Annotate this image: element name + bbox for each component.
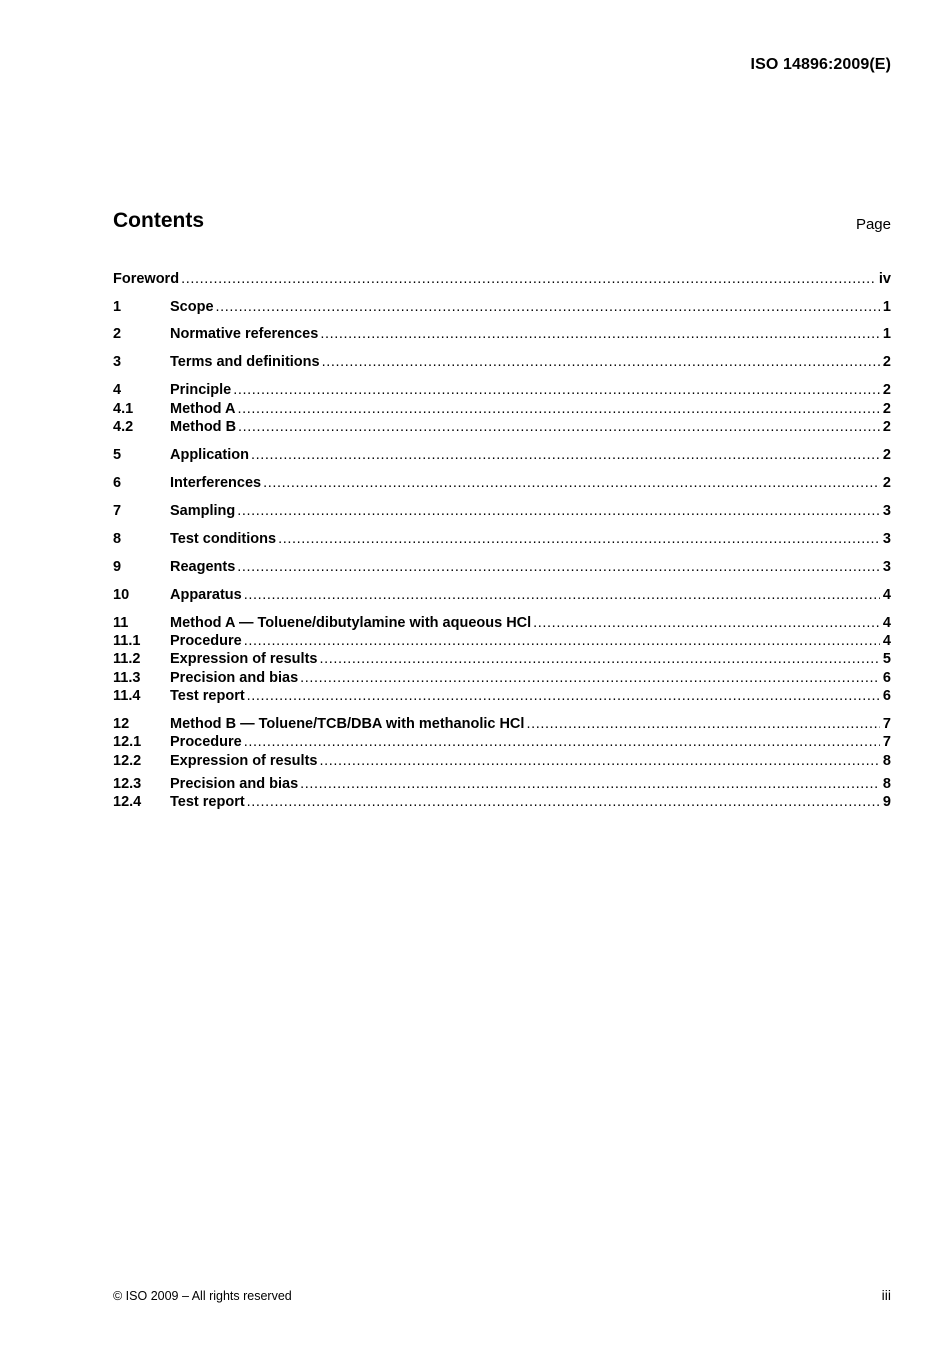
toc-entry-title: Procedure xyxy=(170,633,242,649)
toc-entry-page: 5 xyxy=(882,651,891,667)
toc-entry-4-2[interactable] xyxy=(113,418,891,436)
toc-entry-page: 4 xyxy=(882,587,891,603)
toc-leader-dots xyxy=(276,530,880,548)
toc-entry-title: Expression of results xyxy=(170,753,318,769)
toc-entry-title: Principle xyxy=(170,382,232,398)
toc-entry-1[interactable] xyxy=(113,298,891,316)
toc-entry-page: 7 xyxy=(882,716,891,732)
toc-entry-title: Precision and bias xyxy=(170,670,299,686)
toc-entry-6[interactable] xyxy=(113,474,891,492)
toc-entry-title: Interferences xyxy=(170,475,262,491)
toc-entry-12-4[interactable] xyxy=(113,793,891,811)
toc-entry-number: 12 xyxy=(113,716,130,732)
toc-entry-page: 7 xyxy=(882,734,891,750)
toc-entry-9[interactable] xyxy=(113,558,891,576)
toc-entry-11-4[interactable] xyxy=(113,687,891,705)
toc-leader-dots xyxy=(214,298,880,316)
toc-entry-number: 12.1 xyxy=(113,734,142,750)
toc-entry-title: Precision and bias xyxy=(170,776,299,792)
toc-entry-title: Application xyxy=(170,447,249,463)
toc-entry-page: 2 xyxy=(882,475,891,491)
toc-entry-number: 10 xyxy=(113,587,130,603)
toc-entry-number: 6 xyxy=(113,475,122,491)
toc-leader-dots xyxy=(261,474,880,492)
toc-leader-dots xyxy=(317,752,879,770)
toc-leader-dots xyxy=(242,733,880,751)
toc-entry-title: Terms and definitions xyxy=(170,354,320,370)
toc-entry-page: 2 xyxy=(882,354,891,370)
toc-leader-dots xyxy=(231,381,880,399)
toc-entry-title: Procedure xyxy=(170,734,242,750)
page-number: iii xyxy=(881,1287,891,1303)
toc-entry-title: Method B — Toluene/TCB/DBA with methanolic HCl xyxy=(170,716,525,732)
toc-entry-7[interactable] xyxy=(113,502,891,520)
toc-entry-10[interactable] xyxy=(113,586,891,604)
toc-entry-page: 8 xyxy=(882,753,891,769)
toc-leader-dots xyxy=(179,270,876,288)
toc-entry-page: 3 xyxy=(882,503,891,519)
toc-entry-page: 2 xyxy=(882,382,891,398)
document-id: ISO 14896:2009(E) xyxy=(750,56,891,73)
toc-entry-2[interactable] xyxy=(113,325,891,343)
toc-entry-page: 2 xyxy=(882,401,891,417)
toc-entry-number: 12.4 xyxy=(113,794,142,810)
toc-entry-page: 2 xyxy=(882,447,891,463)
toc-entry-title: Reagents xyxy=(170,559,236,575)
toc-leader-dots xyxy=(317,650,879,668)
toc-entry-12-2[interactable] xyxy=(113,752,891,770)
toc-entry-11-2[interactable] xyxy=(113,650,891,668)
toc-entry-title: Method B xyxy=(170,419,237,435)
toc-entry-4-1[interactable] xyxy=(113,400,891,418)
toc-entry-title: Sampling xyxy=(170,503,236,519)
toc-entry-number: 12.3 xyxy=(113,776,142,792)
toc-leader-dots xyxy=(245,793,880,811)
toc-leader-dots xyxy=(531,614,880,632)
toc-entry-number: 11.1 xyxy=(113,633,141,649)
toc-entry-page: 3 xyxy=(882,531,891,547)
toc-entry-page: 2 xyxy=(882,419,891,435)
toc-entry-number: 8 xyxy=(113,531,122,547)
toc-leader-dots xyxy=(318,325,880,343)
toc-entry-number: 7 xyxy=(113,503,122,519)
toc-entry-number: 12.2 xyxy=(113,753,142,769)
toc-entry-page: 8 xyxy=(882,776,891,792)
toc-entry-title: Foreword xyxy=(113,271,180,287)
toc-entry-number: 11.2 xyxy=(113,651,141,667)
toc-entry-page: 3 xyxy=(882,559,891,575)
toc-leader-dots xyxy=(236,400,880,418)
toc-entry-5[interactable] xyxy=(113,446,891,464)
toc-leader-dots xyxy=(242,586,880,604)
toc-leader-dots xyxy=(235,558,880,576)
toc-entry-foreword[interactable] xyxy=(113,270,891,288)
toc-entry-page: 6 xyxy=(882,670,891,686)
toc-entry-3[interactable] xyxy=(113,353,891,371)
copyright-notice: © ISO 2009 – All rights reserved xyxy=(113,1289,292,1303)
toc-entry-12-3[interactable] xyxy=(113,775,891,793)
toc-entry-title: Expression of results xyxy=(170,651,318,667)
toc-entry-11-3[interactable] xyxy=(113,669,891,687)
toc-entry-number: 9 xyxy=(113,559,122,575)
toc-entry-number: 11.3 xyxy=(113,670,141,686)
toc-entry-11-1[interactable] xyxy=(113,632,891,650)
toc-entry-12[interactable] xyxy=(113,715,891,733)
toc-leader-dots xyxy=(320,353,880,371)
toc-entry-page: 4 xyxy=(882,633,891,649)
toc-leader-dots xyxy=(249,446,880,464)
toc-entry-page: 9 xyxy=(882,794,891,810)
toc-entry-page: 4 xyxy=(882,615,891,631)
toc-entry-number: 4 xyxy=(113,382,122,398)
toc-entry-12-1[interactable] xyxy=(113,733,891,751)
toc-entry-11[interactable] xyxy=(113,614,891,632)
toc-leader-dots xyxy=(235,502,880,520)
toc-entry-title: Normative references xyxy=(170,326,319,342)
toc-entry-title: Scope xyxy=(170,299,214,315)
toc-entry-number: 4.1 xyxy=(113,401,134,417)
toc-entry-title: Test conditions xyxy=(170,531,277,547)
toc-leader-dots xyxy=(298,669,880,687)
toc-entry-number: 11.4 xyxy=(113,688,141,704)
toc-entry-title: Method A — Toluene/dibutylamine with aqueous HCl xyxy=(170,615,532,631)
toc-leader-dots xyxy=(245,687,880,705)
contents-heading: Contents xyxy=(113,209,204,232)
toc-leader-dots xyxy=(524,715,879,733)
toc-entry-number: 1 xyxy=(113,299,122,315)
toc-leader-dots xyxy=(242,632,880,650)
toc-entry-number: 2 xyxy=(113,326,122,342)
page-column-label: Page xyxy=(855,216,891,233)
toc-entry-title: Method A xyxy=(170,401,236,417)
toc-entry-number: 4.2 xyxy=(113,419,134,435)
toc-leader-dots xyxy=(298,775,880,793)
toc-entry-page: iv xyxy=(878,271,891,287)
toc-entry-page: 1 xyxy=(882,299,891,315)
toc-entry-page: 6 xyxy=(882,688,891,704)
toc-entry-title: Test report xyxy=(170,794,245,810)
toc-entry-number: 3 xyxy=(113,354,122,370)
toc-entry-8[interactable] xyxy=(113,530,891,548)
toc-leader-dots xyxy=(236,418,880,436)
toc-entry-title: Apparatus xyxy=(170,587,242,603)
toc-entry-number: 11 xyxy=(113,615,129,631)
toc-entry-4[interactable] xyxy=(113,381,891,399)
toc-entry-title: Test report xyxy=(170,688,245,704)
toc-entry-page: 1 xyxy=(882,326,891,342)
toc-entry-number: 5 xyxy=(113,447,122,463)
